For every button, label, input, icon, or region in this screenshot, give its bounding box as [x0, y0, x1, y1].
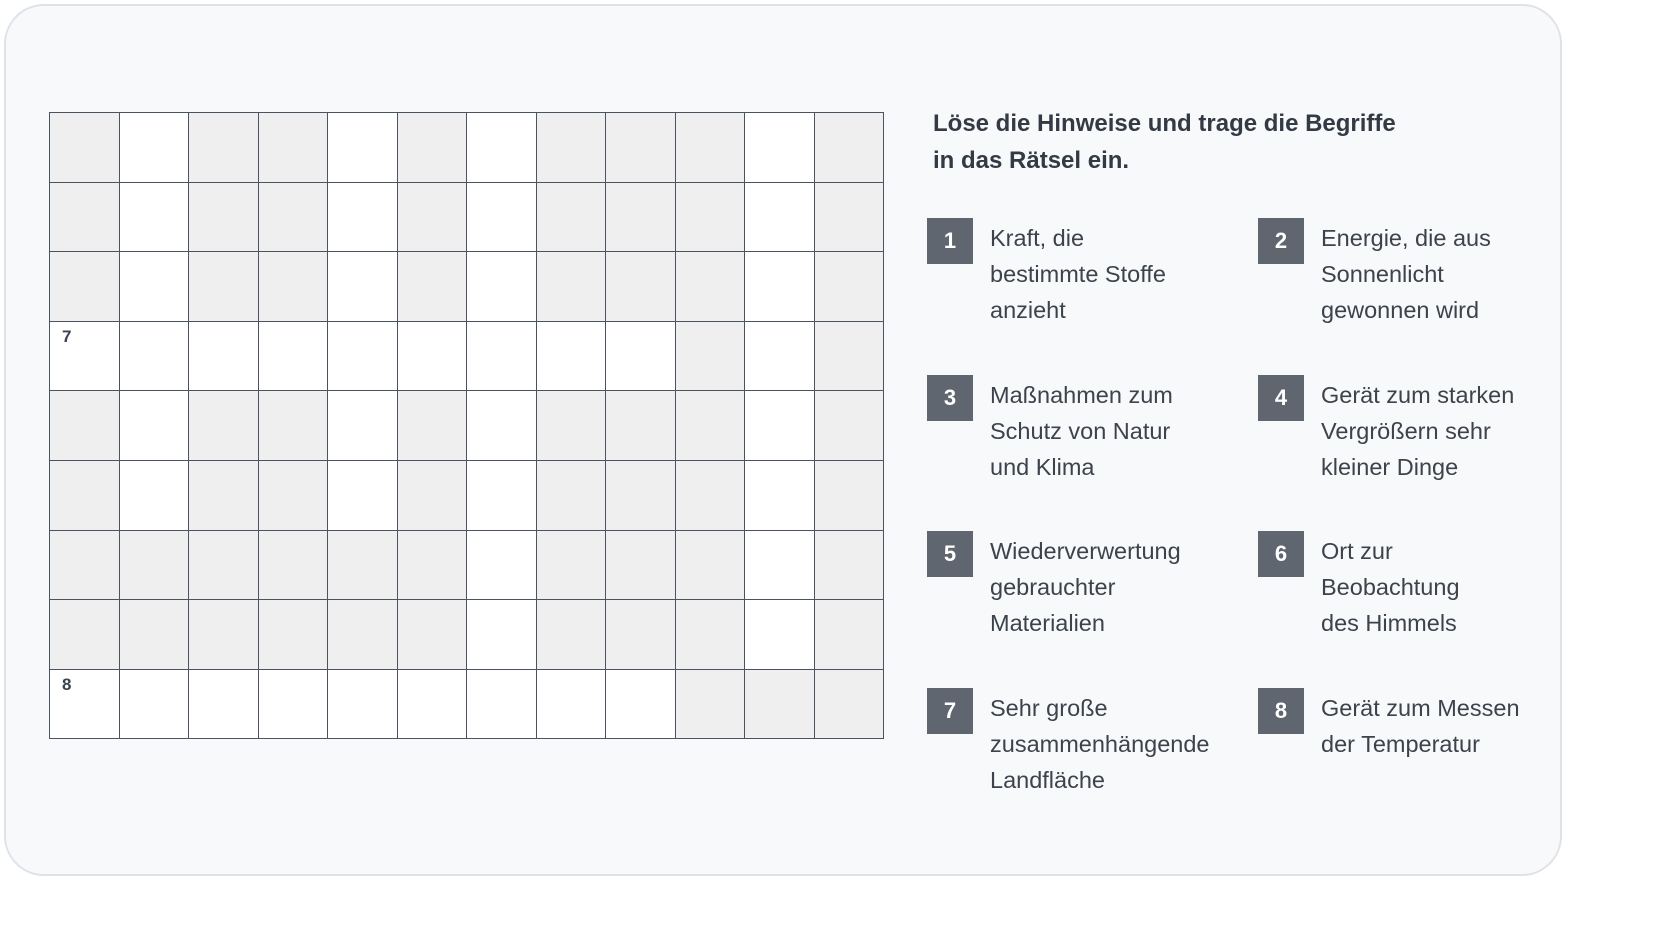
grid-cell-open[interactable]: [467, 322, 537, 392]
grid-cell-blocked: [50, 113, 120, 183]
grid-cell-blocked: [815, 391, 885, 461]
grid-cell-blocked: [606, 183, 676, 253]
grid-cell-open[interactable]: [537, 322, 607, 392]
grid-cell-open[interactable]: [120, 113, 190, 183]
grid-cell-blocked: [398, 531, 468, 601]
grid-cell-open[interactable]: [50, 670, 120, 740]
clue-number-badge: 5: [927, 531, 973, 577]
puzzle-card: [4, 4, 1562, 876]
grid-cell-blocked: [676, 600, 746, 670]
grid-cell-blocked: [676, 183, 746, 253]
grid-cell-open[interactable]: [745, 461, 815, 531]
grid-cell-open[interactable]: [467, 113, 537, 183]
grid-cell-blocked: [537, 252, 607, 322]
grid-cell-open[interactable]: [328, 322, 398, 392]
grid-cell-open[interactable]: [745, 183, 815, 253]
grid-cell-open[interactable]: [745, 600, 815, 670]
grid-cell-open[interactable]: [745, 113, 815, 183]
grid-cell-open[interactable]: [745, 391, 815, 461]
clue-item: [927, 687, 1258, 844]
grid-cell-blocked: [398, 600, 468, 670]
clue-item: [1258, 217, 1558, 374]
grid-cell-blocked: [676, 461, 746, 531]
grid-cell-open[interactable]: [467, 531, 537, 601]
grid-cell-blocked: [398, 183, 468, 253]
grid-cell-open[interactable]: [259, 322, 329, 392]
grid-cell-open[interactable]: [398, 322, 468, 392]
grid-cell-open[interactable]: [328, 461, 398, 531]
grid-cell-open[interactable]: [467, 600, 537, 670]
clue-item: [1258, 374, 1558, 531]
grid-cell-blocked: [189, 391, 259, 461]
grid-cell-open[interactable]: [745, 531, 815, 601]
clue-text: Ort zur Beobachtung des Himmels: [1321, 538, 1460, 636]
grid-cell-open[interactable]: [745, 322, 815, 392]
clue-number-badge: 7: [927, 688, 973, 734]
clue-text: Gerät zum starken Vergrößern sehr kleiner Dinge: [1321, 381, 1515, 480]
grid-cell-blocked: [328, 600, 398, 670]
grid-cell-blocked: [815, 183, 885, 253]
grid-cell-blocked: [745, 670, 815, 740]
grid-cell-blocked: [537, 600, 607, 670]
grid-cell-blocked: [50, 600, 120, 670]
grid-cell-open[interactable]: [328, 252, 398, 322]
cell-number: 8: [62, 674, 72, 694]
grid-cell-blocked: [259, 252, 329, 322]
grid-cell-blocked: [537, 391, 607, 461]
grid-cell-open[interactable]: [328, 670, 398, 740]
grid-cell-open[interactable]: [467, 391, 537, 461]
clue-item: [927, 374, 1258, 531]
grid-cell-blocked: [815, 600, 885, 670]
grid-cell-open[interactable]: [398, 670, 468, 740]
grid-cell-open[interactable]: [120, 322, 190, 392]
clue-text: Gerät zum Messen der Temperatur: [1321, 694, 1520, 757]
grid-cell-blocked: [606, 531, 676, 601]
grid-cell-blocked: [189, 183, 259, 253]
grid-cell-blocked: [328, 531, 398, 601]
clue-number-badge: 4: [1258, 375, 1304, 421]
clue-number-badge: 3: [927, 375, 973, 421]
grid-cell-open[interactable]: [120, 252, 190, 322]
grid-cell-blocked: [676, 670, 746, 740]
clue-number-badge: 1: [927, 218, 973, 264]
grid-cell-open[interactable]: [606, 322, 676, 392]
clue-number-badge: 6: [1258, 531, 1304, 577]
grid-cell-blocked: [259, 531, 329, 601]
grid-cell-open[interactable]: [120, 391, 190, 461]
grid-cell-blocked: [189, 531, 259, 601]
grid-cell-blocked: [606, 600, 676, 670]
grid-cell-blocked: [50, 252, 120, 322]
grid-cell-open[interactable]: [328, 183, 398, 253]
grid-cell-open[interactable]: [467, 461, 537, 531]
clue-number-badge: 2: [1258, 218, 1304, 264]
grid-cell-blocked: [259, 600, 329, 670]
clue-number-badge: 8: [1258, 688, 1304, 734]
grid-cell-open[interactable]: [537, 670, 607, 740]
grid-cell-open[interactable]: [120, 670, 190, 740]
grid-cell-blocked: [259, 183, 329, 253]
clue-item: [1258, 687, 1558, 844]
grid-cell-blocked: [120, 600, 190, 670]
grid-cell-blocked: [189, 113, 259, 183]
clue-item: [1258, 530, 1558, 687]
grid-cell-blocked: [537, 461, 607, 531]
grid-cell-blocked: [189, 252, 259, 322]
grid-cell-blocked: [606, 391, 676, 461]
grid-cell-blocked: [120, 531, 190, 601]
grid-cell-blocked: [50, 531, 120, 601]
grid-cell-open[interactable]: [328, 113, 398, 183]
grid-cell-blocked: [50, 391, 120, 461]
grid-cell-open[interactable]: [467, 252, 537, 322]
clue-text: Energie, die aus Sonnenlicht gewonnen wird: [1321, 225, 1491, 323]
grid-cell-blocked: [259, 391, 329, 461]
grid-cell-blocked: [676, 531, 746, 601]
crossword-grid: [49, 112, 884, 739]
grid-cell-open[interactable]: [467, 670, 537, 740]
grid-cell-blocked: [259, 113, 329, 183]
grid-cell-blocked: [259, 461, 329, 531]
grid-cell-blocked: [815, 531, 885, 601]
grid-cell-open[interactable]: [606, 670, 676, 740]
instruction-heading: Löse die Hinweise und trage die Begriffe in das Rätsel ein.: [933, 110, 1396, 174]
grid-cell-blocked: [815, 322, 885, 392]
grid-cell-blocked: [676, 391, 746, 461]
grid-cell-open[interactable]: [259, 670, 329, 740]
grid-cell-open[interactable]: [189, 322, 259, 392]
grid-cell-blocked: [189, 461, 259, 531]
clue-text: Sehr große zusammenhängende Landfläche: [990, 694, 1210, 793]
grid-cell-blocked: [50, 461, 120, 531]
grid-cell-blocked: [815, 252, 885, 322]
grid-cell-blocked: [50, 183, 120, 253]
grid-cell-blocked: [189, 600, 259, 670]
grid-cell-blocked: [815, 461, 885, 531]
grid-cell-blocked: [815, 670, 885, 740]
grid-cell-blocked: [676, 252, 746, 322]
grid-cell-open[interactable]: [467, 183, 537, 253]
grid-cell-open[interactable]: [120, 461, 190, 531]
grid-cell-blocked: [537, 531, 607, 601]
grid-cell-blocked: [815, 113, 885, 183]
clue-text: Kraft, die bestimmte Stoffe anzieht: [990, 225, 1166, 323]
grid-cell-open[interactable]: [189, 670, 259, 740]
clue-item: [927, 530, 1258, 687]
clue-item: [927, 217, 1258, 374]
grid-cell-open[interactable]: [120, 183, 190, 253]
grid-cell-blocked: [676, 113, 746, 183]
grid-cell-blocked: [398, 391, 468, 461]
grid-cell-blocked: [606, 252, 676, 322]
clue-text: Maßnahmen zum Schutz von Natur und Klima: [990, 381, 1173, 480]
grid-cell-blocked: [398, 113, 468, 183]
grid-cell-blocked: [537, 183, 607, 253]
clue-text: Wiederverwertung gebrauchter Materialien: [990, 538, 1181, 636]
grid-cell-blocked: [606, 113, 676, 183]
grid-cell-blocked: [676, 322, 746, 392]
grid-cell-blocked: [606, 461, 676, 531]
cell-number: 7: [62, 326, 72, 346]
grid-cell-blocked: [537, 113, 607, 183]
grid-cell-open[interactable]: [745, 252, 815, 322]
grid-cell-blocked: [398, 461, 468, 531]
grid-cell-open[interactable]: [50, 322, 120, 392]
clue-list: [927, 217, 1558, 843]
grid-cell-open[interactable]: [328, 391, 398, 461]
grid-cell-blocked: [398, 252, 468, 322]
